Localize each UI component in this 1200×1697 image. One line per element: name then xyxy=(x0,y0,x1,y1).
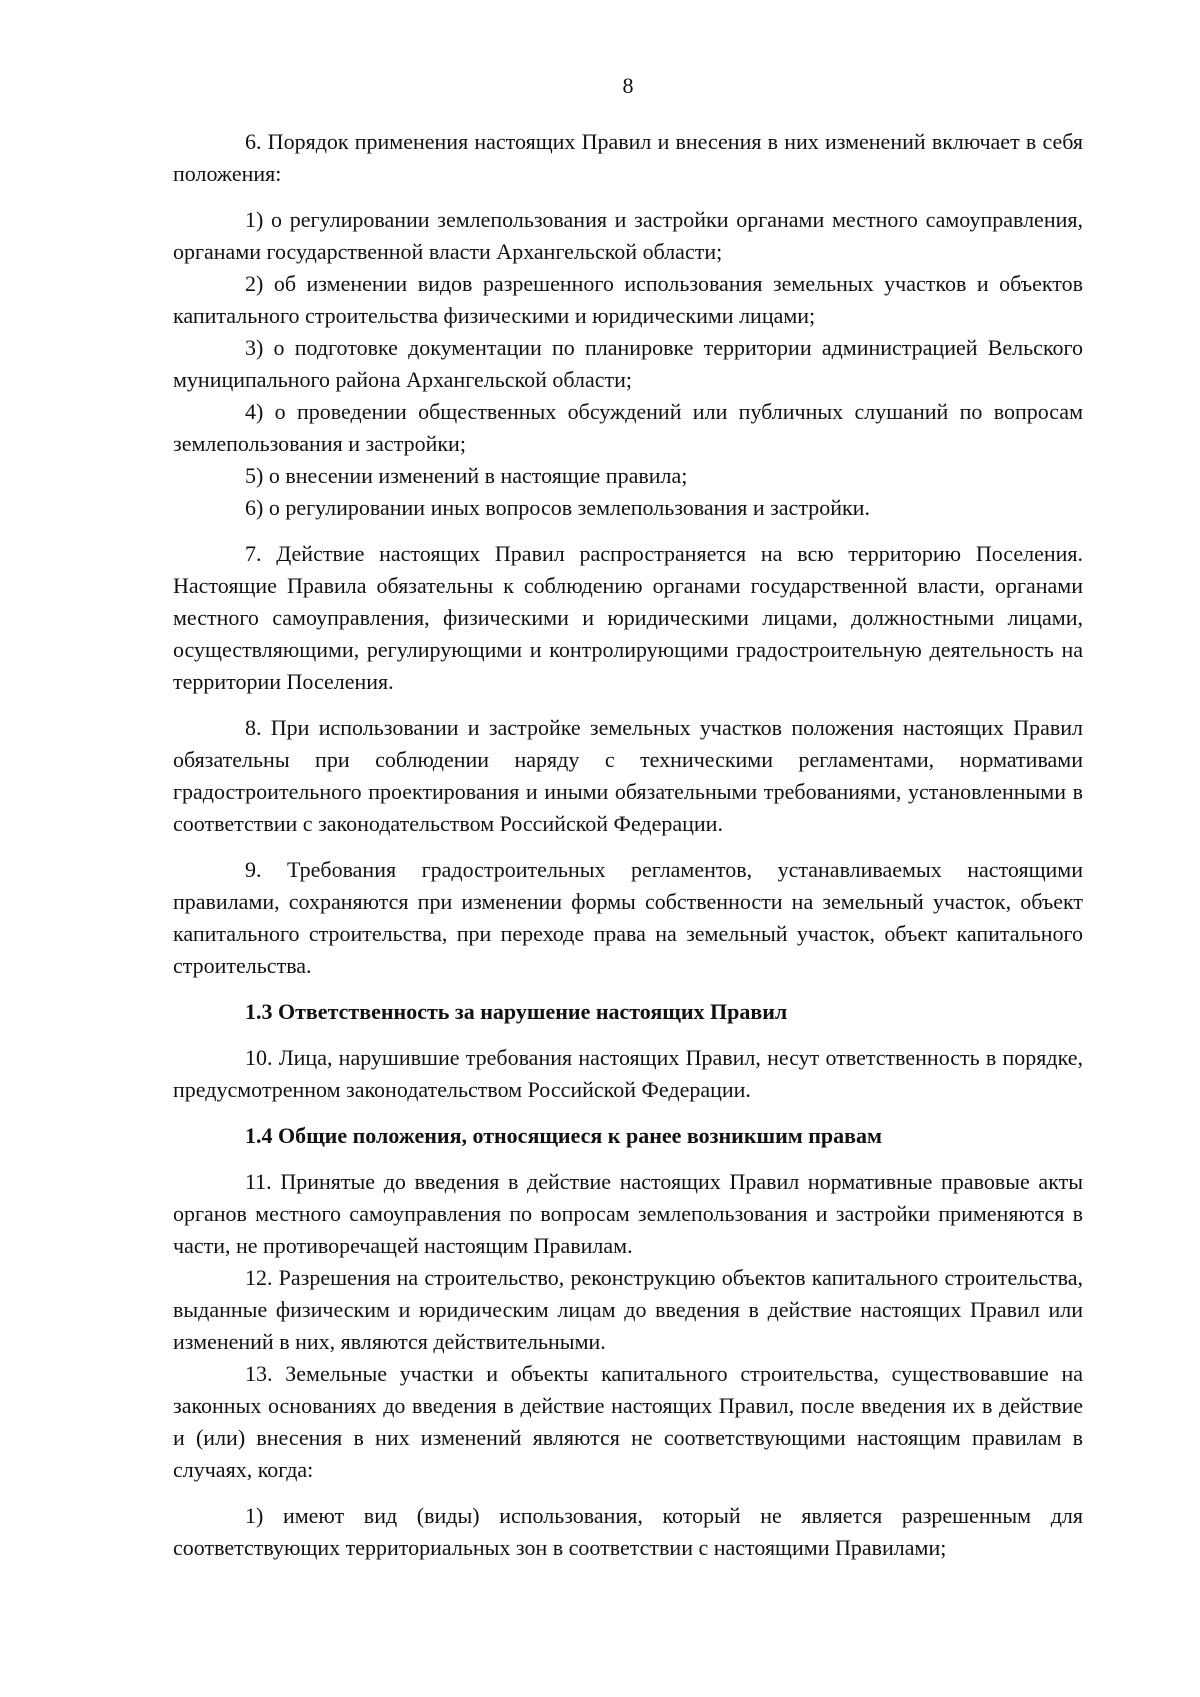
paragraph-7: 7. Действие настоящих Правил распространяется на всю территорию Поселения. Настоящие Правила обязательны к соблюдению органами государственной власти, органами местного самоуправления, физическими и юридическими лицами, должностными лицами, осуществляющими, регулирующими и контролирующими градостроительную деятельность на территории Поселения. xyxy=(173,541,1083,694)
list-item-6-4: 4) о проведении общественных обсуждений или публичных слушаний по вопросам землепользования и застройки; xyxy=(173,399,1083,456)
section-heading-1-3: 1.3 Ответственность за нарушение настоящих Правил xyxy=(245,999,788,1024)
list-item-6-1: 1) о регулировании землепользования и застройки органами местного самоуправления, органами государственной власти Архангельской области; xyxy=(173,207,1083,264)
section-heading-1-4: 1.4 Общие положения, относящиеся к ранее возникшим правам xyxy=(245,1123,883,1148)
paragraph-9: 9. Требования градостроительных регламентов, устанавливаемых настоящими правилами, сохраняются при изменении формы собственности на земельный участок, объект капитального строительства, при переходе права на земельный участок, объект капитального строительства. xyxy=(173,857,1083,978)
list-item-6-6: 6) о регулировании иных вопросов землепользования и застройки. xyxy=(245,495,870,520)
list-item-13-1: 1) имеют вид (виды) использования, который не является разрешенным для соответствующих территориальных зон в соответствии с настоящими Правилами; xyxy=(173,1503,1083,1560)
paragraph-13: 13. Земельные участки и объекты капитального строительства, существовавшие на законных основаниях до введения в действие настоящих Правил, после введения их в действие и (или) внесения в них изменений являются не соответствующими настоящим правилам в случаях, когда: xyxy=(173,1361,1083,1482)
list-item-6-5: 5) о внесении изменений в настоящие правила; xyxy=(245,463,688,488)
paragraph-10: 10. Лица, нарушившие требования настоящих Правил, несут ответственность в порядке, предусмотренном законодательством Российской Федерации. xyxy=(173,1045,1083,1102)
list-item-6-2: 2) об изменении видов разрешенного использования земельных участков и объектов капитального строительства физическими и юридическими лицами; xyxy=(173,271,1083,328)
paragraph-12: 12. Разрешения на строительство, реконструкцию объектов капитального строительства, выданные физическим и юридическим лицам до введения в действие настоящих Правил или изменений в них, являются действительными. xyxy=(173,1265,1083,1354)
paragraph-8: 8. При использовании и застройке земельных участков положения настоящих Правил обязательны при соблюдении наряду с техническими регламентами, нормативами градостроительного проектирования и иными обязательными требованиями, установленными в соответствии с законодательством Российской Федерации. xyxy=(173,715,1083,836)
paragraph-6-intro: 6. Порядок применения настоящих Правил и внесения в них изменений включает в себя положения: xyxy=(173,129,1083,186)
list-item-6-3: 3) о подготовке документации по планировке территории администрацией Вельского муниципального района Архангельской области; xyxy=(173,335,1083,392)
page-number: 8 xyxy=(622,73,634,98)
paragraph-11: 11. Принятые до введения в действие настоящих Правил нормативные правовые акты органов местного самоуправления по вопросам землепользования и застройки применяются в части, не противоречащей настоящим Правилам. xyxy=(173,1169,1083,1258)
